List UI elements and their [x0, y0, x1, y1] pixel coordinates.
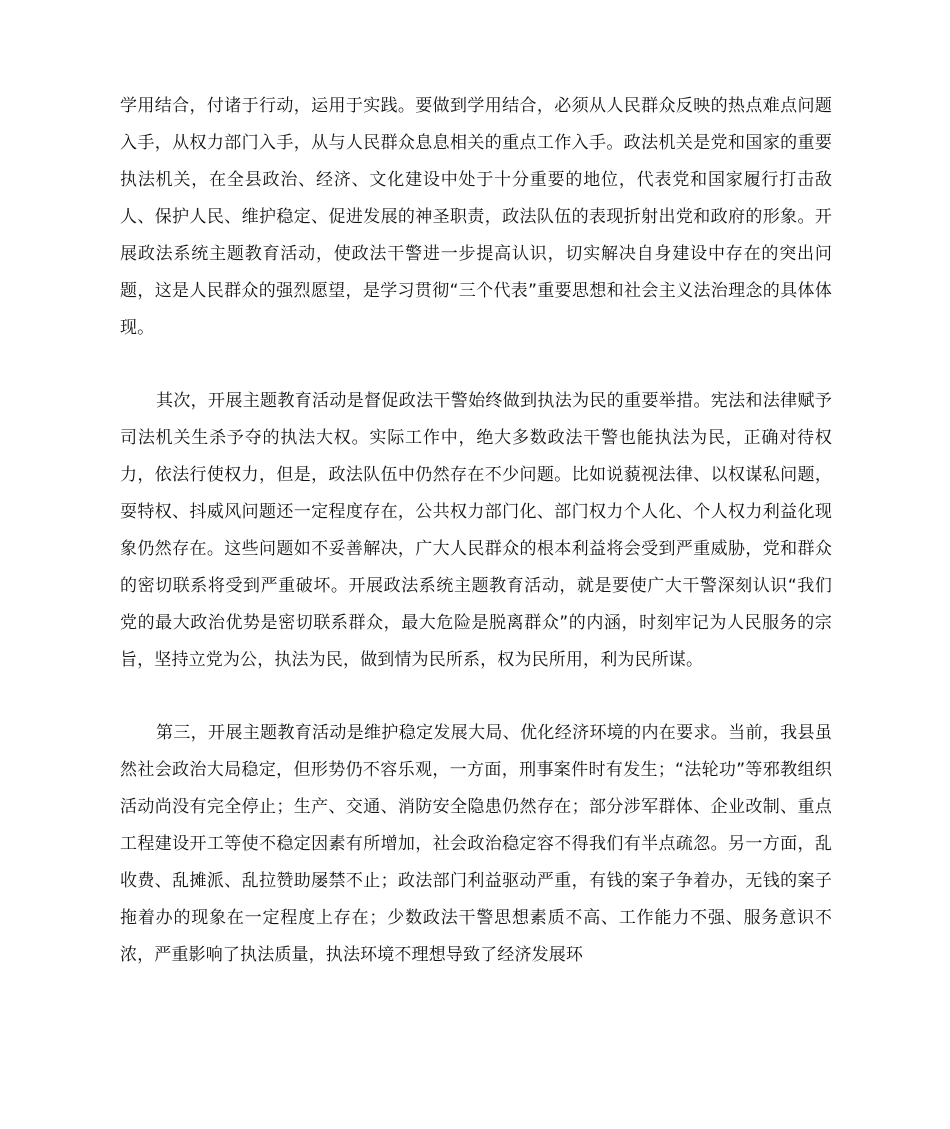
paragraph-continuation: 学用结合，付诸于行动，运用于实践。要做到学用结合，必须从人民群众反映的热点难点问题入手，从权力部门入手，从与人民群众息息相关的重点工作入手。政法机关是党和国家的重要执法机关，在全县政治、经济、文化建设中处于十分重要的地位，代表党和国家履行打击敌人、保护人民、维护稳定、促进发展的神圣职责，政法队伍的表现折射出党和政府的形象。开展政法系统主题教育活动，使政法干警进一步提高认识，切实解决自身建设中存在的突出问题，这是人民群众的强烈愿望，是学习贯彻“三个代表”重要思想和社会主义法治理念的具体体现。 — [120, 96, 832, 338]
document-page — [120, 88, 832, 974]
paragraph-third-point: 第三，开展主题教育活动是维护稳定发展大局、优化经济环境的内在要求。当前，我县虽然社会政治大局稳定，但形势仍不容乐观，一方面，刑事案件时有发生；“法轮功”等邪教组织活动尚没有完全停止；生产、交通、消防安全隐患仍然存在；部分涉军群体、企业改制、重点工程建设开工等使不稳定因素有所增加，社会政治稳定容不得我们有半点疏忽。另一方面，乱收费、乱摊派、乱拉赞助屡禁不止；政法部门利益驱动严重，有钱的案子争着办，无钱的案子拖着办的现象在一定程度上存在；少数政法干警思想素质不高、工作能力不强、服务意识不浓，严重影响了执法质量，执法环境不理想导致了经济发展环 — [120, 723, 832, 965]
paragraph-second-point: 其次，开展主题教育活动是督促政法干警始终做到执法为民的重要举措。宪法和法律赋予司法机关生杀予夺的执法大权。实际工作中，绝大多数政法干警也能执法为民，正确对待权力，依法行使权力，但是，政法队伍中仍然存在不少问题。比如说藐视法律、以权谋私问题，耍特权、抖威风问题还一定程度存在，公共权力部门化、部门权力个人化、个人权力利益化现象仍然存在。这些问题如不妥善解决，广大人民群众的根本利益将会受到严重威胁，党和群众的密切联系将受到严重破坏。开展政法系统主题教育活动，就是要使广大干警深刻认识“我们党的最大政治优势是密切联系群众，最大危险是脱离群众”的内涵，时刻牢记为人民服务的宗旨，坚持立党为公，执法为民，做到情为民所系，权为民所用，利为民所谋。 — [120, 391, 832, 670]
